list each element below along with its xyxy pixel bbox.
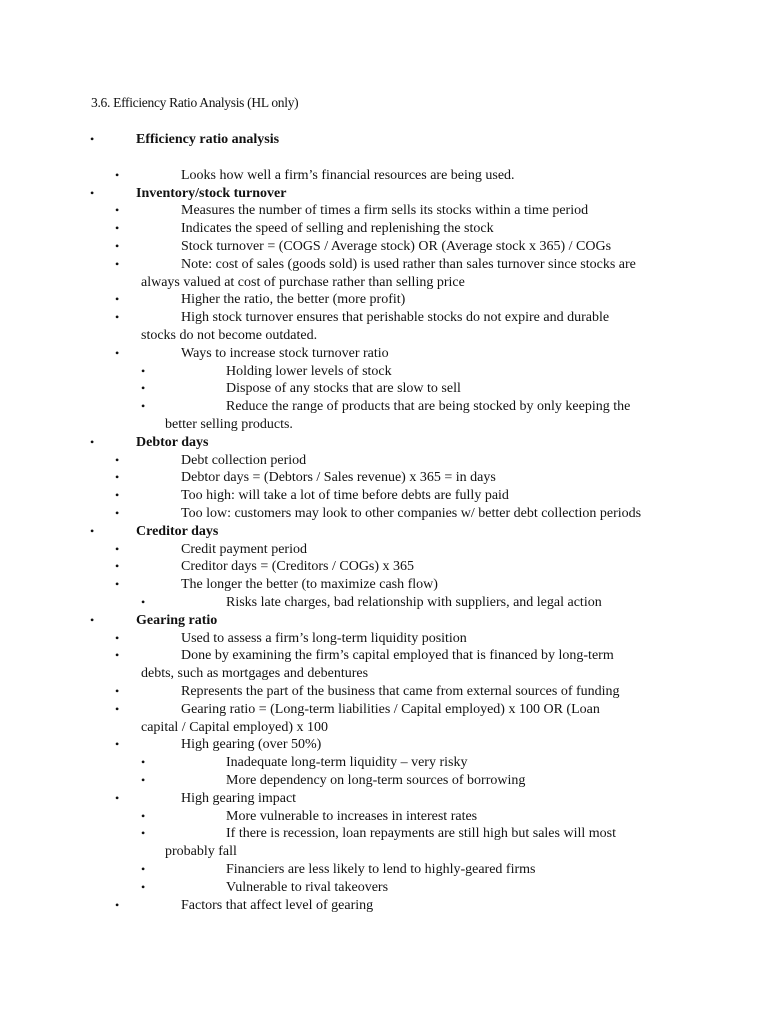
- list-item-text: Represents the part of the business that came from external sources of funding: [181, 684, 620, 699]
- bullet-icon: •: [115, 345, 120, 360]
- list-item-text: Inadequate long-term liquidity – very risky: [226, 755, 468, 771]
- list-item-text: Holding lower levels of stock: [226, 363, 392, 379]
- list-item-text: The longer the better (to maximize cash flow): [181, 577, 438, 593]
- list-item-text: Efficiency ratio analysis: [136, 132, 280, 147]
- list-item-text: If there is recession, loan repayments are still high but sales will most: [226, 826, 616, 842]
- list-item-text: Done by examining the firm’s capital employed that is financed by long-term: [181, 648, 614, 664]
- list-item-text: Measures the number of times a firm sells its stocks within a time period: [181, 203, 589, 219]
- list-item-text: More dependency on long-term sources of borrowing: [226, 773, 526, 788]
- bullet-icon: •: [141, 399, 146, 414]
- list-item-text: High gearing (over 50%): [181, 737, 322, 753]
- list-item-text: Indicates the speed of selling and replenishing the stock: [181, 221, 494, 237]
- bullet-icon: •: [115, 221, 120, 236]
- bullet-icon: •: [115, 630, 120, 645]
- list-item-text: Debtor days: [136, 434, 209, 450]
- bullet-icon: •: [90, 185, 95, 200]
- list-item-text: Too low: customers may look to other companies w/ better debt collection periods: [181, 506, 642, 521]
- bullet-icon: •: [141, 381, 146, 396]
- list-item-text: Gearing ratio = (Long-term liabilities / Capital employed) x 100 OR (Loan: [181, 701, 600, 717]
- bullet-icon: •: [141, 879, 146, 894]
- bullet-icon: •: [141, 363, 146, 378]
- bullet-icon: •: [141, 808, 146, 823]
- bullet-icon: •: [90, 434, 95, 449]
- bullet-icon: •: [115, 559, 120, 574]
- list-item-continuation: always valued at cost of purchase rather than selling price: [141, 274, 465, 290]
- list-item-continuation: better selling products.: [165, 416, 293, 432]
- list-item-continuation: probably fall: [165, 844, 237, 860]
- list-item-continuation: capital / Capital employed) x 100: [141, 719, 329, 735]
- bullet-icon: •: [115, 897, 120, 912]
- list-item-continuation: stocks do not become outdated.: [141, 327, 318, 343]
- bullet-icon: •: [115, 541, 120, 556]
- bullet-icon: •: [115, 470, 120, 485]
- list-item-text: Higher the ratio, the better (more profit): [181, 292, 406, 308]
- list-item-text: Ways to increase stock turnover ratio: [181, 345, 389, 361]
- bullet-icon: •: [141, 826, 146, 841]
- list-item-text: Used to assess a firm’s long-term liquidity position: [181, 630, 467, 646]
- bullet-icon: •: [115, 506, 120, 520]
- list-item-continuation: debts, such as mortgages and debentures: [141, 666, 369, 682]
- list-item-text: Note: cost of sales (goods sold) is used rather than sales turnover since stocks are: [181, 256, 636, 272]
- bullet-icon: •: [115, 239, 120, 253]
- bullet-icon: •: [141, 773, 146, 787]
- list-item-text: Financiers are less likely to lend to highly-geared firms: [226, 862, 536, 877]
- list-item-text: Debtor days = (Debtors / Sales revenue) x 365 = in days: [181, 470, 496, 486]
- list-item-text: Too high: will take a lot of time before debts are fully paid: [181, 488, 509, 504]
- bullet-icon: •: [115, 790, 120, 805]
- list-item-text: Risks late charges, bad relationship with suppliers, and legal action: [226, 595, 602, 610]
- list-item-text: Stock turnover = (COGS / Average stock) OR (Average stock x 365) / COGs: [181, 239, 612, 254]
- bullet-icon: •: [115, 310, 120, 325]
- bullet-icon: •: [141, 862, 146, 876]
- list-item-text: Dispose of any stocks that are slow to sell: [226, 381, 461, 397]
- list-item-text: High gearing impact: [181, 790, 297, 806]
- list-item-text: High stock turnover ensures that perishable stocks do not expire and durable: [181, 310, 610, 326]
- bullet-icon: •: [115, 648, 120, 663]
- bullet-icon: •: [90, 132, 95, 146]
- bullet-icon: •: [115, 256, 120, 271]
- list-item-text: Creditor days: [136, 523, 219, 539]
- list-item-text: Inventory/stock turnover: [136, 185, 287, 201]
- page-title: 3.6. Efficiency Ratio Analysis (HL only): [91, 95, 299, 110]
- bullet-icon: •: [115, 167, 120, 182]
- list-item-text: Reduce the range of products that are being stocked by only keeping the: [226, 399, 631, 415]
- bullet-icon: •: [115, 701, 120, 716]
- list-item-text: Debt collection period: [181, 452, 307, 468]
- list-item-text: More vulnerable to increases in interest rates: [226, 808, 478, 824]
- bullet-icon: •: [115, 488, 120, 503]
- bullet-icon: •: [90, 523, 95, 538]
- bullet-icon: •: [115, 684, 120, 698]
- list-item-text: Vulnerable to rival takeovers: [226, 879, 389, 895]
- list-item-text: Gearing ratio: [136, 612, 218, 628]
- bullet-icon: •: [115, 577, 120, 592]
- bullet-icon: •: [115, 292, 120, 307]
- list-item-text: Credit payment period: [181, 541, 307, 557]
- bullet-icon: •: [115, 737, 120, 752]
- list-item-text: Looks how well a firm’s financial resources are being used.: [181, 167, 515, 183]
- bullet-icon: •: [115, 203, 120, 218]
- bullet-icon: •: [115, 452, 120, 467]
- bullet-icon: •: [90, 612, 95, 627]
- bullet-icon: •: [141, 755, 146, 770]
- bullet-icon: •: [141, 595, 146, 609]
- list-item-text: Creditor days = (Creditors / COGs) x 365: [181, 559, 415, 575]
- list-item-text: Factors that affect level of gearing: [181, 897, 374, 913]
